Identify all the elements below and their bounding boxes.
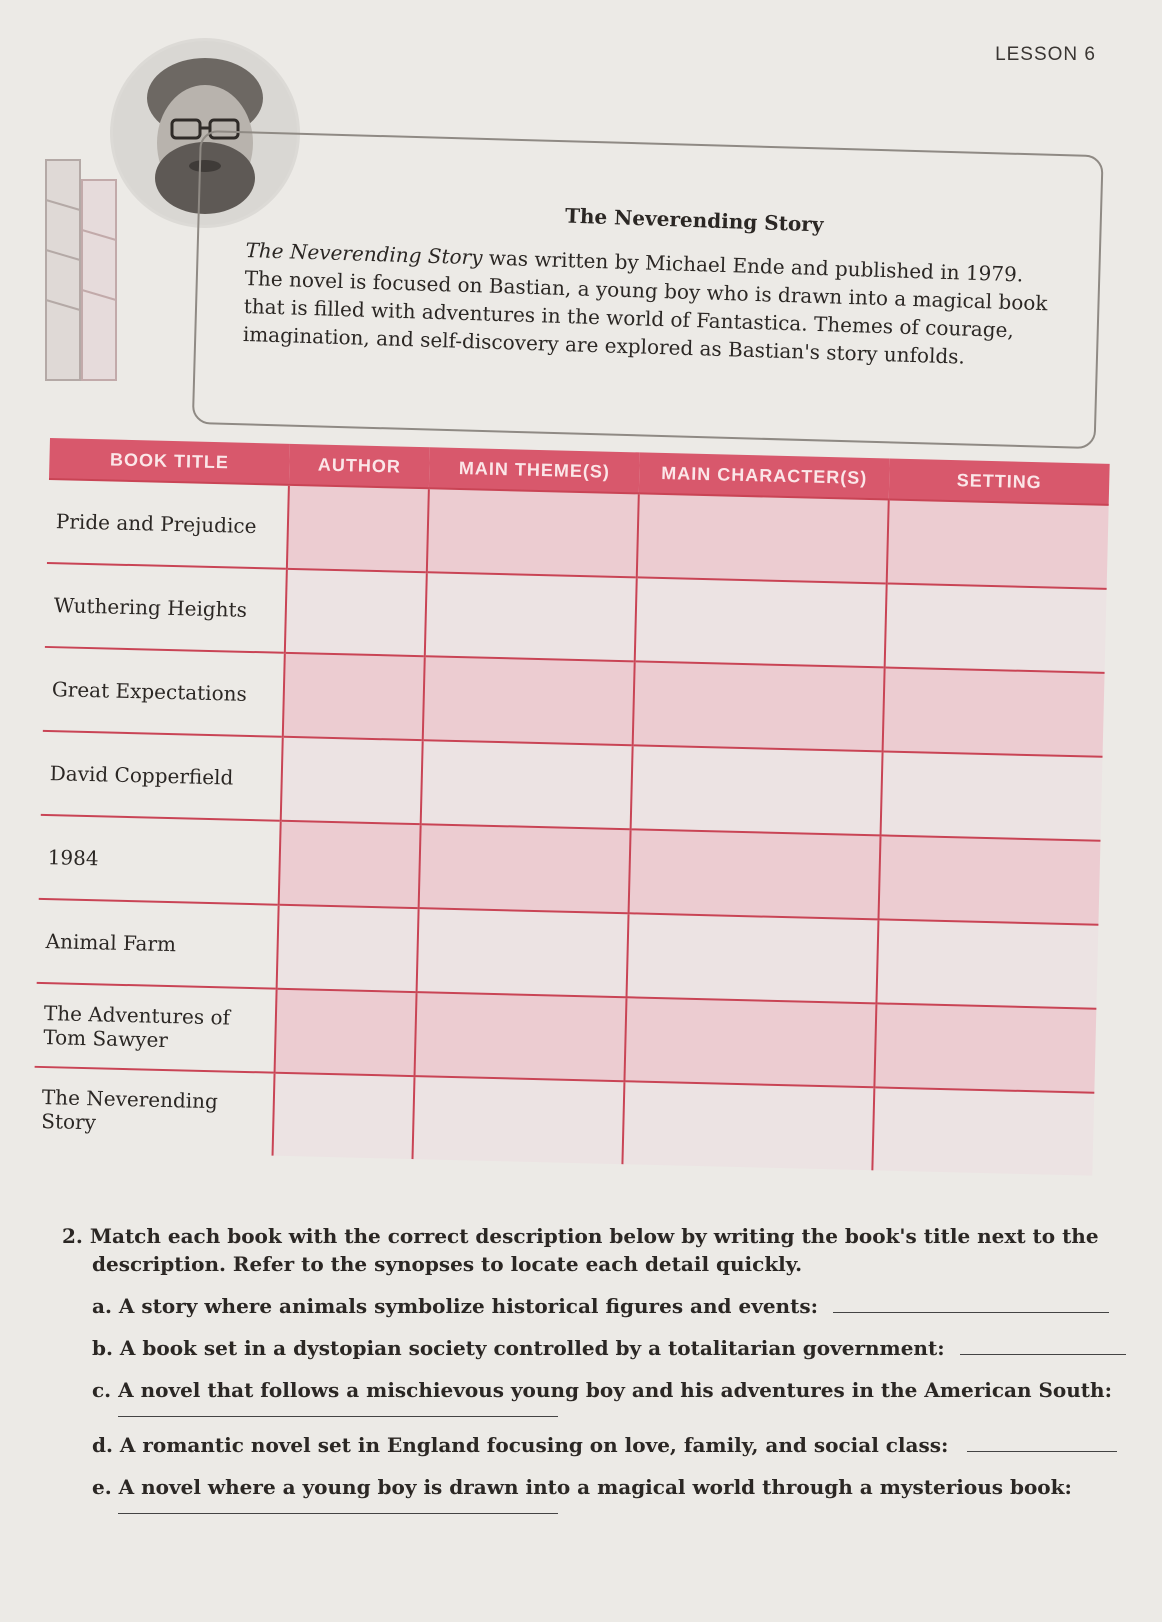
question-a-text: a. A story where animals symbolize historical figures and events:	[92, 1294, 818, 1318]
character-cell[interactable]	[631, 745, 883, 835]
row-book-title: Wuthering Heights	[45, 563, 287, 653]
row-book-title: The Neverending Story	[33, 1067, 275, 1156]
theme-cell[interactable]	[417, 908, 629, 997]
exercise-instruction	[62, 1222, 1132, 1278]
question-a	[62, 1292, 1132, 1320]
header-author: AUTHOR	[289, 444, 430, 488]
answer-blank-e[interactable]	[118, 1501, 558, 1514]
author-cell[interactable]	[275, 989, 417, 1076]
answer-blank-d[interactable]	[967, 1433, 1117, 1452]
header-setting: SETTING	[889, 459, 1110, 505]
row-book-title: 1984	[39, 815, 281, 905]
header-book-title: BOOK TITLE	[49, 438, 290, 485]
author-cell[interactable]	[277, 905, 419, 992]
setting-cell[interactable]	[878, 835, 1100, 924]
setting-cell[interactable]	[881, 751, 1103, 840]
author-cell[interactable]	[273, 1073, 415, 1159]
answer-blank-c[interactable]	[118, 1404, 558, 1417]
book-table-container	[33, 438, 1110, 1176]
question-d-text: d. A romantic novel set in England focusing on love, family, and social class:	[92, 1433, 949, 1457]
theme-cell[interactable]	[425, 572, 637, 661]
question-b-text: b. A book set in a dystopian society controlled by a totalitarian government:	[92, 1336, 945, 1360]
row-book-title: The Adventures of Tom Sawyer	[35, 983, 277, 1073]
theme-cell[interactable]	[423, 656, 635, 745]
synopsis-body: was written by Michael Ende and published in 1979. The novel is focused on Bastian, a young boy who is drawn into a magical book that is filled with adventures in the world of Fantastica. Themes of courage, imagination, and self-discovery are explored as Bastian's story unfolds.	[242, 245, 1048, 369]
theme-cell[interactable]	[427, 488, 639, 577]
setting-cell[interactable]	[876, 919, 1098, 1008]
character-cell[interactable]	[637, 493, 889, 583]
theme-cell[interactable]	[412, 1076, 624, 1164]
synopsis-book-title: The Neverending Story	[245, 237, 483, 270]
book-table	[33, 438, 1110, 1176]
question-c-text: c. A novel that follows a mischievous young boy and his adventures in the American South:	[92, 1378, 1112, 1402]
theme-cell[interactable]	[419, 824, 631, 913]
setting-cell[interactable]	[885, 583, 1107, 672]
instruction-line-1: 2. Match each book with the correct description below by writing the book's title next to the	[62, 1224, 1099, 1248]
question-d	[62, 1431, 1132, 1459]
instruction-line-2: description. Refer to the synopses to locate each detail quickly.	[92, 1252, 803, 1276]
answer-blank-b[interactable]	[960, 1336, 1126, 1355]
character-cell[interactable]	[622, 1081, 874, 1170]
author-cell[interactable]	[287, 485, 429, 572]
author-cell[interactable]	[283, 653, 425, 740]
author-cell[interactable]	[281, 737, 423, 824]
question-c	[62, 1376, 1132, 1417]
character-cell[interactable]	[635, 577, 887, 667]
synopsis-title: The Neverending Story	[564, 203, 824, 237]
exercise-section	[62, 1222, 1132, 1514]
theme-cell[interactable]	[421, 740, 633, 829]
row-book-title: Great Expectations	[43, 647, 285, 737]
question-b	[62, 1334, 1132, 1362]
row-book-title: David Copperfield	[41, 731, 283, 821]
header-main-characters: MAIN CHARACTER(S)	[639, 452, 890, 499]
lesson-label: LESSON 6	[995, 44, 1096, 65]
header-main-themes: MAIN THEME(S)	[429, 447, 640, 493]
character-cell[interactable]	[633, 661, 885, 751]
theme-cell[interactable]	[415, 992, 627, 1081]
character-cell[interactable]	[624, 997, 876, 1087]
books-illustration	[38, 150, 128, 390]
answer-blank-a[interactable]	[833, 1294, 1109, 1313]
setting-cell[interactable]	[887, 500, 1109, 589]
row-book-title: Pride and Prejudice	[47, 479, 289, 569]
row-book-title: Animal Farm	[37, 899, 279, 989]
setting-cell[interactable]	[872, 1087, 1094, 1175]
author-cell[interactable]	[279, 821, 421, 908]
character-cell[interactable]	[627, 913, 879, 1003]
character-cell[interactable]	[629, 829, 881, 919]
question-e	[62, 1473, 1132, 1514]
setting-cell[interactable]	[883, 667, 1105, 756]
author-cell[interactable]	[285, 569, 427, 656]
setting-cell[interactable]	[874, 1003, 1096, 1092]
question-e-text: e. A novel where a young boy is drawn into a magical world through a mysterious book:	[92, 1475, 1072, 1499]
